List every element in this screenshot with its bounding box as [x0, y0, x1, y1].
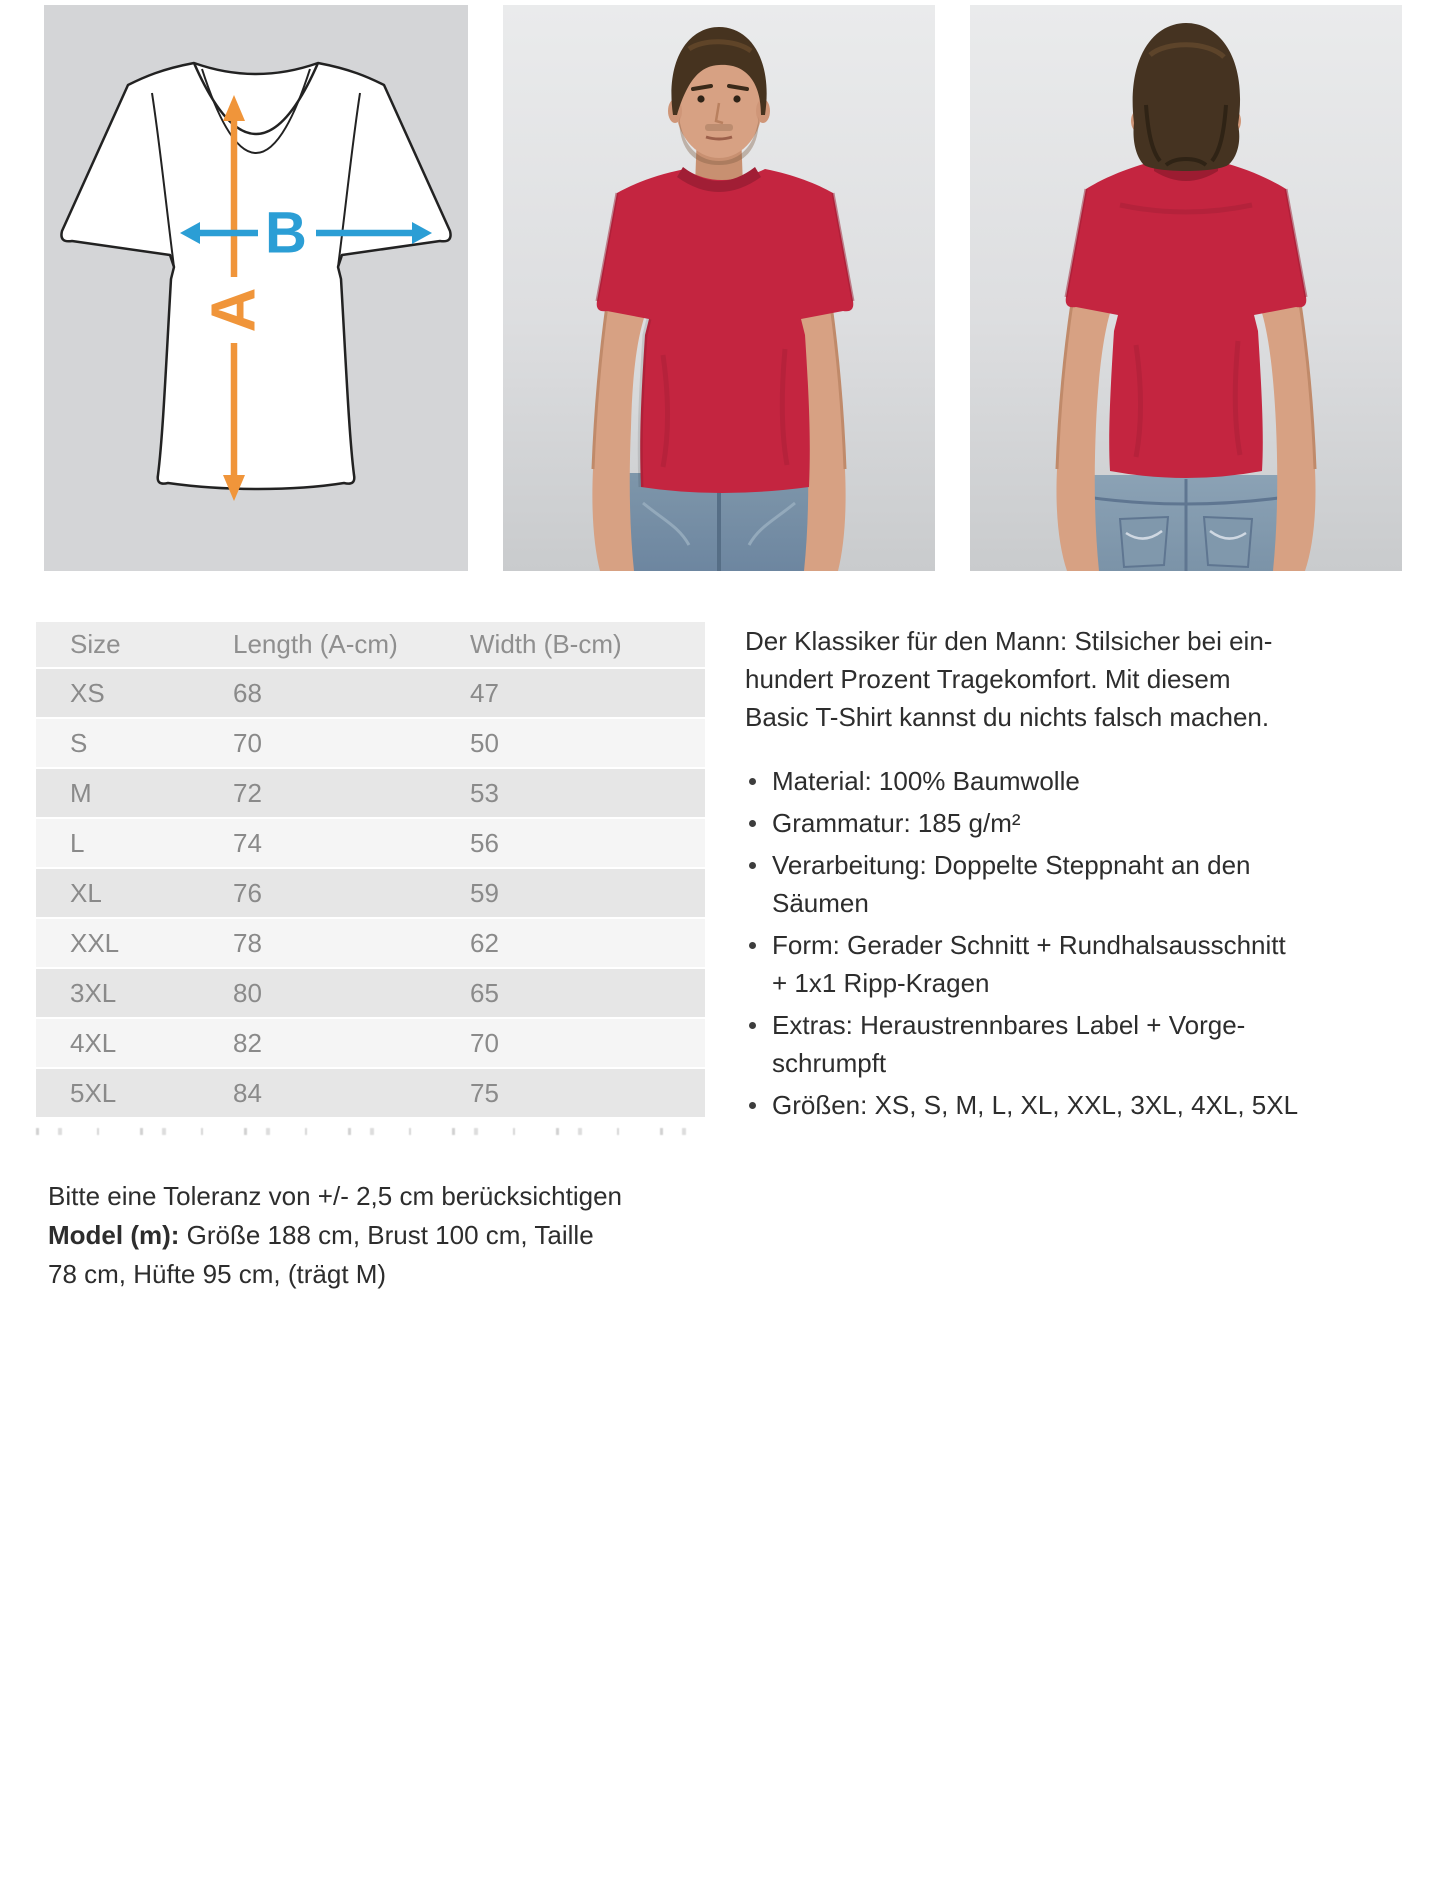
- model-front-photo[interactable]: [503, 5, 935, 571]
- intro-line: hundert Prozent Tragekomfort. Mit diesem: [745, 664, 1231, 694]
- spec-item-extras: Extras: Heraustrennbares Label + Vorge- schrumpft: [745, 1006, 1365, 1082]
- spec-item-groessen: Größen: XS, S, M, L, XL, XXL, 3XL, 4XL, 5XL: [745, 1086, 1365, 1124]
- length-cell: 68: [233, 668, 470, 718]
- size-cell: L: [36, 818, 233, 868]
- size-diagram-image[interactable]: [44, 5, 468, 571]
- size-cell: XS: [36, 668, 233, 718]
- width-cell: 70: [470, 1018, 705, 1068]
- width-cell: 59: [470, 868, 705, 918]
- product-description: [745, 622, 1365, 1128]
- product-image-gallery: [44, 5, 1445, 571]
- width-cell: 65: [470, 968, 705, 1018]
- size-row-5xl: [36, 1068, 705, 1118]
- model-note-line2: 78 cm, Hüfte 95 cm, (trägt M): [48, 1259, 387, 1289]
- spec-list: [745, 762, 1365, 1124]
- bullet-dot: [749, 820, 756, 827]
- jeans-back: [1082, 475, 1290, 571]
- size-cell: XXL: [36, 918, 233, 968]
- size-table: [36, 622, 705, 1119]
- size-row-xxl: [36, 918, 705, 968]
- spec-item-grammatur: Grammatur: 185 g/m²: [745, 804, 1365, 842]
- model-note-line1: Model (m): Größe 188 cm, Brust 100 cm, Taille: [48, 1220, 594, 1250]
- width-cell: 50: [470, 718, 705, 768]
- spec-item-verarbeitung: Verarbeitung: Doppelte Steppnaht an den Säumen: [745, 846, 1365, 922]
- model-front-illustration: [503, 5, 935, 571]
- bullet-dot: [749, 862, 756, 869]
- intro-line: Basic T-Shirt kannst du nichts falsch machen.: [745, 702, 1270, 732]
- length-cell: 78: [233, 918, 470, 968]
- size-row-xl: [36, 868, 705, 918]
- bullet-dot: [749, 1102, 756, 1109]
- measurement-notes: [48, 1177, 705, 1294]
- product-info-area: [36, 622, 1445, 1294]
- bullet-dot: [749, 1022, 756, 1029]
- size-cell: S: [36, 718, 233, 768]
- measure-label-b: B: [265, 200, 307, 266]
- length-cell: 82: [233, 1018, 470, 1068]
- model-back-of-head: [1131, 23, 1241, 171]
- model-label: Model (m):: [48, 1220, 180, 1250]
- length-cell: 76: [233, 868, 470, 918]
- measure-label-a: A: [199, 287, 269, 333]
- column-header-length: Length (A-cm): [233, 622, 470, 668]
- size-chart-column: [36, 622, 705, 1294]
- size-cell: XL: [36, 868, 233, 918]
- column-header-size: Size: [36, 622, 233, 668]
- size-row-l: [36, 818, 705, 868]
- model-back-photo[interactable]: [970, 5, 1402, 571]
- spec-item-form: Form: Gerader Schnitt + Rundhalsausschnitt + 1x1 Ripp-Kragen: [745, 926, 1365, 1002]
- width-cell: 56: [470, 818, 705, 868]
- bullet-dot: [749, 778, 756, 785]
- size-diagram-drawing: [44, 5, 468, 571]
- width-cell: 47: [470, 668, 705, 718]
- width-cell: 75: [470, 1068, 705, 1118]
- bullet-dot: [749, 942, 756, 949]
- model-back-illustration: [970, 5, 1402, 571]
- size-cell: M: [36, 768, 233, 818]
- tolerance-note: Bitte eine Toleranz von +/- 2,5 cm berücksichtigen: [48, 1181, 622, 1211]
- size-cell: 5XL: [36, 1068, 233, 1118]
- spec-item-material: Material: 100% Baumwolle: [745, 762, 1365, 800]
- length-cell: 80: [233, 968, 470, 1018]
- size-cell: 4XL: [36, 1018, 233, 1068]
- description-intro: [745, 622, 1365, 736]
- column-header-width: Width (B-cm): [470, 622, 705, 668]
- size-row-3xl: [36, 968, 705, 1018]
- size-row-xs: [36, 668, 705, 718]
- length-cell: 70: [233, 718, 470, 768]
- length-cell: 74: [233, 818, 470, 868]
- size-row-m: [36, 768, 705, 818]
- size-table-header: [36, 622, 705, 668]
- size-row-s: [36, 718, 705, 768]
- size-cell: 3XL: [36, 968, 233, 1018]
- size-row-4xl: [36, 1018, 705, 1068]
- clipped-text-artifact: [36, 1128, 705, 1135]
- width-cell: 53: [470, 768, 705, 818]
- intro-line: Der Klassiker für den Mann: Stilsicher bei ein-: [745, 626, 1273, 656]
- length-cell: 84: [233, 1068, 470, 1118]
- length-cell: 72: [233, 768, 470, 818]
- width-cell: 62: [470, 918, 705, 968]
